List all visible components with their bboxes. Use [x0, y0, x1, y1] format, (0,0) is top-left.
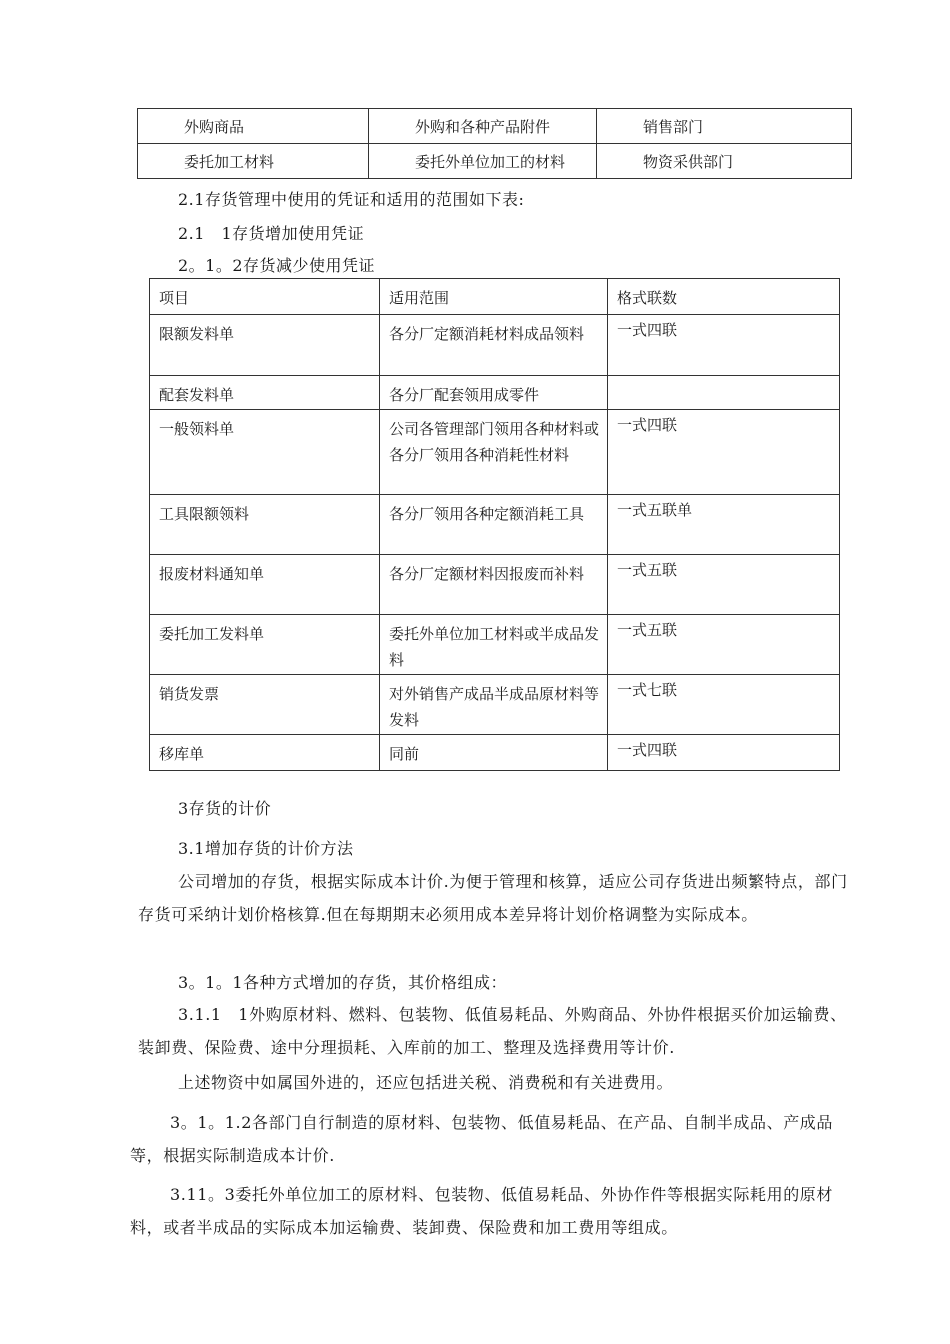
paragraph-import-duties: 上述物资中如属国外进的，还应包括进关税、消费税和有关进费用。 [178, 1073, 674, 1092]
table-cell: 一式七联 [608, 675, 840, 735]
paragraph-cost-valuation: 公司增加的存货，根据实际成本计价.为便于管理和核算，适应公司存货进出频繁特点，部门存货可采纳计划价格核算.但在每期期末必须用成本差异将计划价格调整为实际成本。 [138, 872, 848, 924]
section-2-1-1-heading: 2.1 1存货增加使用凭证 [178, 224, 365, 243]
table-cell: 同前 [380, 735, 608, 771]
table-cell: 各分厂领用各种定额消耗工具 [380, 495, 608, 555]
table-cell: 委托外单位加工材料或半成品发料 [380, 615, 608, 675]
header-cell: 项目 [150, 279, 380, 315]
table-cell: 外购和各种产品附件 [369, 109, 597, 144]
table-cell: 一式五联 [608, 615, 840, 675]
voucher-table [149, 278, 840, 771]
section-3-heading: 3存货的计价 [178, 799, 272, 818]
table-cell: 销售部门 [597, 109, 852, 144]
table-row [150, 376, 840, 410]
table-cell: 工具限额领料 [150, 495, 380, 555]
table-cell: 各分厂配套领用成零件 [380, 376, 608, 410]
paragraph-self-made: 3。1。1.2各部门自行制造的原材料、包装物、低值易耗品、在产品、自制半成品、产成品等，根据实际制造成本计价. [130, 1113, 834, 1165]
table-cell: 一式五联单 [608, 495, 840, 555]
table-cell: 委托加工材料 [138, 144, 369, 179]
table-row [150, 315, 840, 376]
section-2-1-2-heading: 2。1。2存货减少使用凭证 [178, 256, 376, 275]
table-row [150, 410, 840, 495]
table-cell: 物资采供部门 [597, 144, 852, 179]
table-cell: 一式四联 [608, 735, 840, 771]
table-cell: 委托加工发料单 [150, 615, 380, 675]
table-row [138, 109, 852, 144]
table-row [150, 735, 840, 771]
header-cell: 格式联数 [608, 279, 840, 315]
section-3-1-1-heading: 3。1。1各种方式增加的存货，其价格组成： [178, 973, 508, 992]
table-cell: 一式四联 [608, 410, 840, 495]
table-cell: 一般领料单 [150, 410, 380, 495]
table-row [150, 615, 840, 675]
paragraph-purchased-materials: 3.1.1 1外购原材料、燃料、包装物、低值易耗品、外购商品、外协件根据买价加运输费、装卸费、保险费、途中分理损耗、入库前的加工、整理及选择费用等计价. [138, 1005, 847, 1057]
section-2-1-heading: 2.1存货管理中使用的凭证和适用的范围如下表: [178, 190, 525, 209]
table-cell: 销货发票 [150, 675, 380, 735]
paragraph-outsourced-processing: 3.11。3委托外单位加工的原材料、包装物、低值易耗品、外协作件等根据实际耗用的原材料，或者半成品的实际成本加运输费、装卸费、保险费和加工费用等组成。 [130, 1185, 834, 1237]
table-cell: 报废材料通知单 [150, 555, 380, 615]
table-row [150, 495, 840, 555]
table-cell: 限额发料单 [150, 315, 380, 376]
table-header-row [150, 279, 840, 315]
table-cell [608, 376, 840, 410]
table-cell: 移库单 [150, 735, 380, 771]
top-continuation-table [137, 108, 852, 179]
table-cell: 对外销售产成品半成品原材料等发料 [380, 675, 608, 735]
table-row [150, 555, 840, 615]
table-cell: 委托外单位加工的材料 [369, 144, 597, 179]
table-cell: 各分厂定额材料因报废而补料 [380, 555, 608, 615]
table-row [138, 144, 852, 179]
table-cell: 配套发料单 [150, 376, 380, 410]
table-cell: 一式四联 [608, 315, 840, 376]
table-cell: 外购商品 [138, 109, 369, 144]
table-cell: 公司各管理部门领用各种材料或各分厂领用各种消耗性材料 [380, 410, 608, 495]
table-cell: 各分厂定额消耗材料成品领料 [380, 315, 608, 376]
table-cell: 一式五联 [608, 555, 840, 615]
table-row [150, 675, 840, 735]
section-3-1-heading: 3.1增加存货的计价方法 [178, 839, 354, 858]
header-cell: 适用范围 [380, 279, 608, 315]
